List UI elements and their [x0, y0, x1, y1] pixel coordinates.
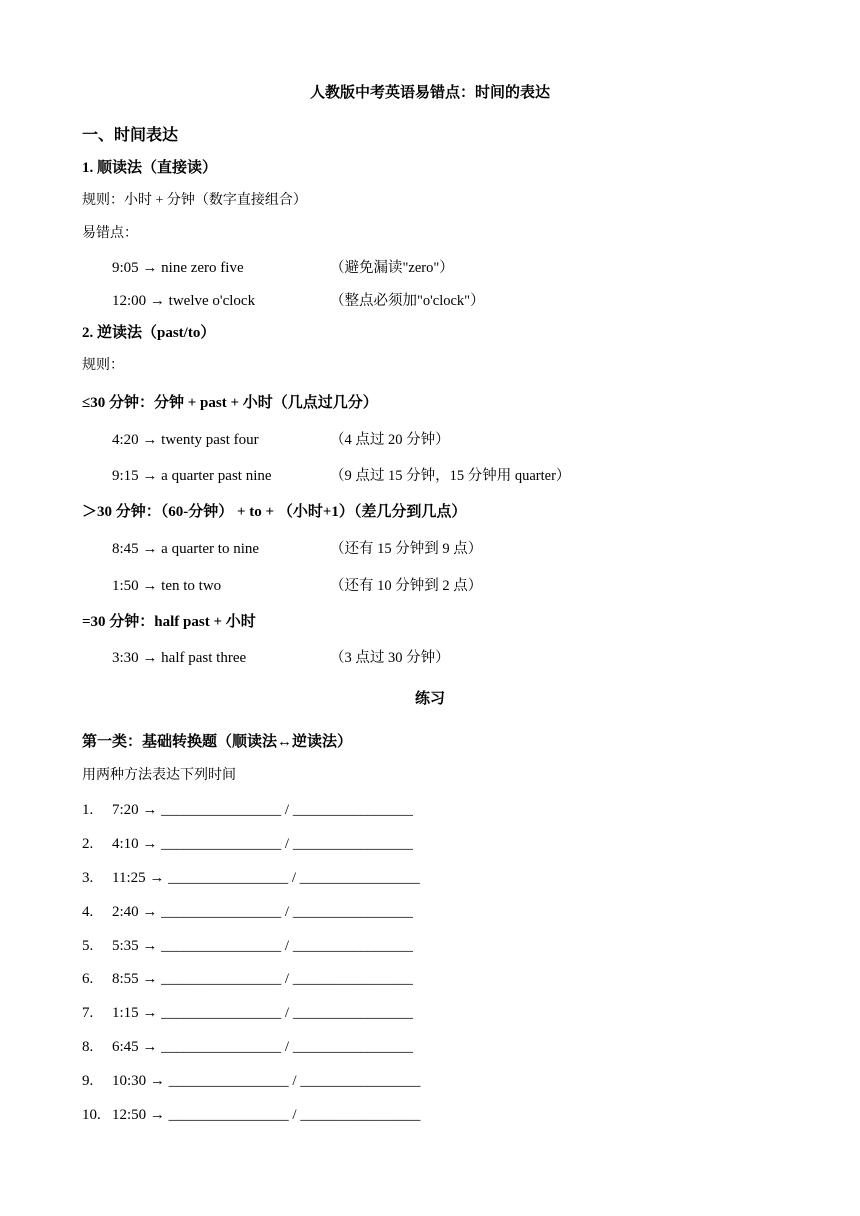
exercise-item: 12:50 → ________________ / ________________ — [112, 1107, 421, 1123]
practice-heading: 练习 — [414, 691, 445, 707]
category1-heading: 第一类：基础转换题（顺读法↔逆读法） — [82, 734, 353, 750]
pitfalls-label: 易错点： — [82, 226, 138, 241]
exercise-number: 4. — [82, 904, 94, 920]
method2-heading: 2. 逆读法（past/to） — [82, 325, 216, 341]
example-text: 3:30 → half past three — [112, 650, 247, 666]
exercise-number: 1. — [82, 802, 94, 818]
exercise-number: 5. — [82, 938, 94, 954]
exercise-number: 6. — [82, 971, 94, 987]
exercise-item: 7:20 → ________________ / ________________ — [112, 802, 413, 818]
section-heading-time-expression: 一、时间表达 — [82, 127, 179, 144]
rule-over-30: ＞30 分钟：（60-分钟） + to + （小时+1）（差几分到几点） — [82, 504, 467, 520]
example-text: 4:20 → twenty past four — [112, 432, 259, 448]
exercise-item: 5:35 → ________________ / ________________ — [112, 938, 413, 954]
exercise-item: 6:45 → ________________ / ________________ — [112, 1039, 413, 1055]
exercise-item: 8:55 → ________________ / ________________ — [112, 971, 413, 987]
method1-rule: 规则：小时 + 分钟（数字直接组合） — [82, 193, 307, 208]
exercise-item: 1:15 → ________________ / ________________ — [112, 1005, 413, 1021]
rule-under-30: ≤30 分钟：分钟 + past + 小时（几点过几分） — [82, 395, 378, 411]
example-text: 9:05 → nine zero five — [112, 260, 244, 276]
method1-heading: 1. 顺读法（直接读） — [82, 160, 218, 176]
exercise-item: 11:25 → ________________ / ________________ — [112, 870, 420, 886]
example-text: 1:50 → ten to two — [112, 578, 222, 594]
exercise-number: 7. — [82, 1005, 94, 1021]
example-note: （3 点过 30 分钟） — [330, 650, 450, 666]
example-note: （4 点过 20 分钟） — [330, 432, 450, 448]
category1-instruction: 用两种方法表达下列时间 — [82, 768, 236, 783]
example-text: 8:45 → a quarter to nine — [112, 541, 260, 557]
method2-rule-label: 规则： — [82, 358, 124, 373]
rule-equal-30: =30 分钟：half past + 小时 — [82, 614, 256, 630]
exercise-number: 3. — [82, 870, 94, 886]
exercise-item: 10:30 → ________________ / ________________ — [112, 1073, 421, 1089]
exercise-item: 2:40 → ________________ / ________________ — [112, 904, 413, 920]
example-note: （整点必须加"o'clock"） — [330, 293, 485, 309]
exercise-number: 2. — [82, 836, 94, 852]
example-note: （避免漏读"zero"） — [330, 260, 454, 276]
exercise-item: 4:10 → ________________ / ________________ — [112, 836, 413, 852]
exercise-number: 8. — [82, 1039, 94, 1055]
page-title: 人教版中考英语易错点：时间的表达 — [309, 85, 550, 101]
example-text: 9:15 → a quarter past nine — [112, 468, 272, 484]
example-note: （9 点过 15 分钟，15 分钟用 quarter） — [330, 468, 571, 484]
example-text: 12:00 → twelve o'clock — [112, 293, 256, 309]
example-note: （还有 15 分钟到 9 点） — [330, 541, 483, 557]
exercise-number: 10. — [82, 1107, 101, 1123]
exercise-number: 9. — [82, 1073, 94, 1089]
example-note: （还有 10 分钟到 2 点） — [330, 578, 483, 594]
